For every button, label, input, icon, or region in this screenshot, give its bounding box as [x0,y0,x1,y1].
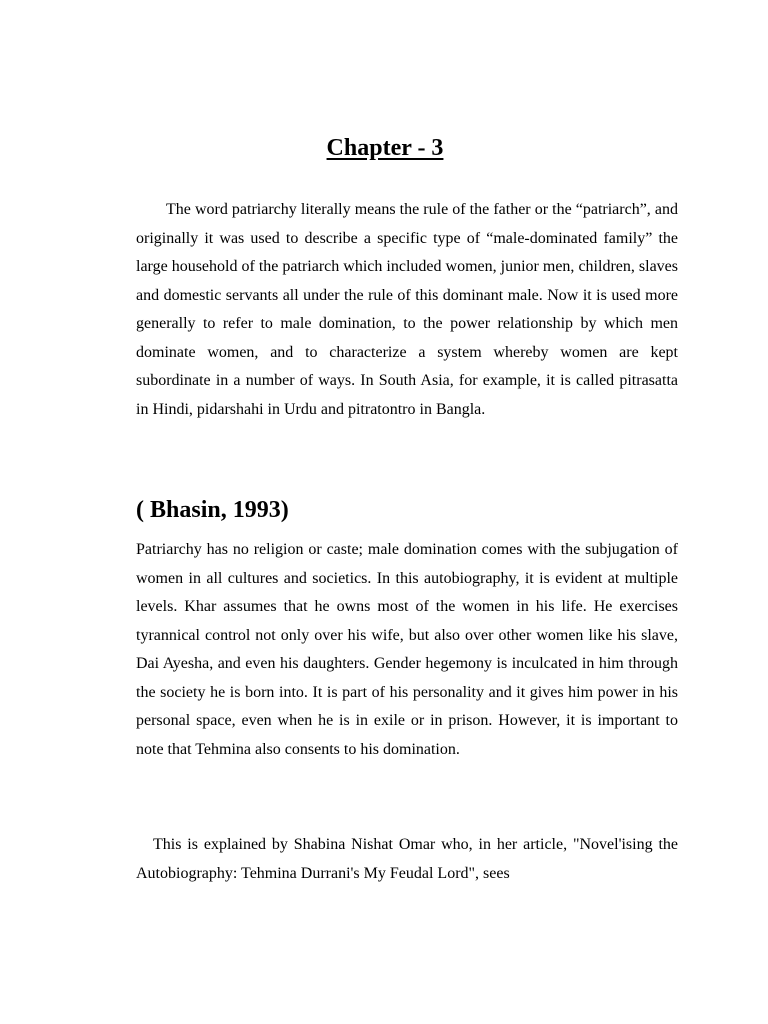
citation-heading: ( Bhasin, 1993) [136,497,289,523]
paragraph-patriarchy-definition: The word patriarchy literally means the rule of the father or the “patriarch”, and originally it was used to describe a specific type of “male-dominated family” the large household of the patriarch which included women, junior men, children, slaves and domestic servants all under the rule of this dominant male. Now it is used more generally to refer to male domination, to the power relationship by which men dominate women, and to characterize a system whereby women are kept subordinate in a number of ways. In South Asia, for example, it is called pitrasatta in Hindi, pidarshahi in Urdu and pitratontro in Bangla. [136,201,678,418]
paragraph-shabina-omar: This is explained by Shabina Nishat Omar who, in her article, "Novel'ising the Autobiography: Tehmina Durrani's My Feudal Lord", sees [136,836,678,882]
chapter-title: Chapter - 3 [326,135,444,161]
paragraph-patriarchy-autobiography: Patriarchy has no religion or caste; male domination comes with the subjugation of women in all cultures and societics. In this autobiography, it is evident at multiple levels. Khar assumes that he owns most of the women in his life. He exercises tyrannical control not only over his wife, but also over other women like his slave, Dai Ayesha, and even his daughters. Gender hegemony is inculcated in him through the society he is born into. It is part of his personality and it gives him power in his personal space, even when he is in exile or in prison. However, it is important to note that Tehmina also consents to his domination. [136,541,678,758]
